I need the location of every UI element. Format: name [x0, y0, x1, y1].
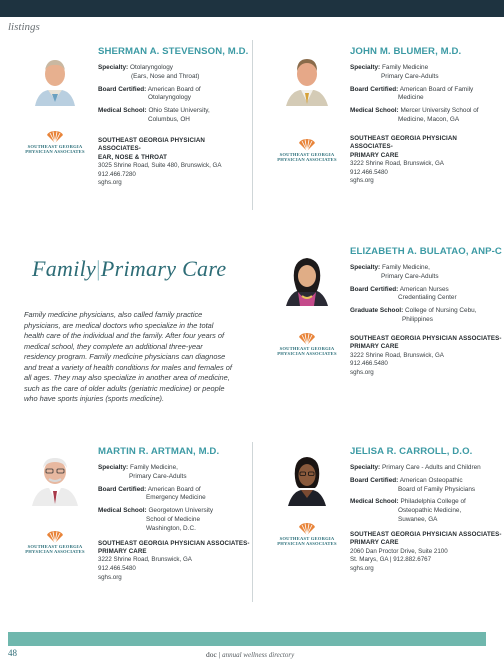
top-header-bar: [0, 0, 504, 17]
field-label: Specialty:: [98, 64, 129, 71]
doctor-info: [350, 446, 502, 573]
field-label: Specialty:: [98, 464, 129, 471]
field-value: Georgetown University: [148, 507, 214, 515]
field-value-cont: Emergency Medicine: [146, 494, 206, 502]
logo-line-1: SOUTHEAST GEORGIA: [279, 152, 335, 157]
practice-address: [350, 548, 502, 574]
field-label: Graduate School:: [350, 307, 404, 315]
practice-org: [350, 135, 500, 160]
field-value-cont: Medicine: [398, 94, 424, 102]
section-heading: [32, 256, 226, 282]
school-field: [350, 307, 502, 325]
field-value: Otolaryngology: [129, 64, 173, 71]
org-line-2: PRIMARY CARE: [350, 151, 399, 159]
doctor-photo: [30, 50, 80, 106]
practice-org: [350, 531, 502, 548]
field-value-cont: (Ears, Nose and Throat): [131, 72, 200, 80]
section-description: Family medicine physicians, also called family practice physicians, are medical doctors who specialize in the total health care of the individual and the family. After four years of medical school, they complete an additional three-year residency program. Family medicine physicians can diagnose and treat a variety of health conditions for males and females of all ages. They may also specialize in another area of medicine, such as the care of older adults (geriatric medicine) or people who have sports injuries (sports medicine).: [24, 310, 232, 403]
logo-line-1: SOUTHEAST GEORGIA: [279, 346, 335, 351]
website-link[interactable]: sghs.org: [350, 368, 374, 376]
phone-number: 912.466.5480: [98, 564, 136, 572]
field-value: American Board of Family: [399, 85, 474, 93]
field-value: Philadelphia College of: [400, 498, 466, 506]
practice-org: [98, 137, 248, 162]
field-label: Board Certified:: [98, 485, 147, 493]
field-value: American Board of: [147, 85, 201, 93]
org-line-1: SOUTHEAST GEORGIA PHYSICIAN ASSOCIATES-: [350, 334, 502, 342]
org-line-1: SOUTHEAST GEORGIA PHYSICIAN ASSOCIATES-: [98, 136, 205, 153]
practice-address: [350, 352, 502, 378]
field-label: Board Certified:: [350, 476, 399, 484]
address-line: 3025 Shrine Road, Suite 480, Brunswick, GA: [98, 162, 222, 169]
footer-brand: doc: [206, 650, 217, 659]
field-value: Family Medicine: [381, 64, 429, 71]
field-value-cont: Primary Care-Adults: [381, 272, 439, 280]
org-line-2: PRIMARY CARE: [350, 539, 399, 547]
practice-org: [350, 335, 502, 352]
sgpa-logo: [22, 130, 88, 155]
org-line-2: PRIMARY CARE: [98, 547, 147, 555]
doctor-info: [98, 46, 248, 188]
field-value-cont: Board of Family Physicians: [398, 485, 476, 493]
doctor-name: SHERMAN A. STEVENSON, M.D.: [98, 46, 249, 57]
sgpa-logo: [274, 138, 340, 163]
field-label: Specialty:: [350, 464, 381, 471]
field-label: Board Certified:: [350, 85, 399, 93]
website-link[interactable]: sghs.org: [98, 179, 122, 187]
field-value-cont: Philippines: [402, 315, 433, 323]
footer-title: [206, 650, 294, 659]
logo-line-1: SOUTHEAST GEORGIA: [279, 536, 335, 541]
field-label: Medical School:: [350, 107, 399, 115]
doctor-photo: [28, 450, 82, 506]
doctor-photo: [282, 250, 332, 306]
field-value: College of Nursing Cebu,: [405, 307, 477, 315]
field-label: Board Certified:: [98, 85, 147, 93]
page-number: 48: [8, 648, 17, 658]
field-value: Family Medicine,: [381, 264, 430, 271]
field-value-cont: Columbus, OH: [148, 115, 190, 123]
sgpa-logo: [22, 530, 88, 555]
field-value-cont: Primary Care-Adults: [129, 472, 187, 480]
address-line: 3222 Shrine Road, Brunswick, GA: [350, 351, 444, 359]
shell-logo-icon: [298, 332, 316, 346]
shell-logo-icon: [298, 522, 316, 536]
practice-address: [98, 162, 248, 188]
field-label: Specialty:: [350, 64, 381, 71]
footer-color-band: [8, 632, 486, 646]
doctor-name: JOHN M. BLUMER, M.D.: [350, 46, 462, 57]
field-label: Medical School:: [98, 107, 147, 115]
specialty-field: [350, 464, 502, 473]
phone-number: 912.466.5480: [350, 168, 388, 176]
org-line-1: SOUTHEAST GEORGIA PHYSICIAN ASSOCIATES-: [98, 539, 250, 547]
website-link[interactable]: sghs.org: [350, 564, 374, 572]
doctor-info: [98, 446, 250, 582]
column-divider: [252, 442, 253, 602]
address-line: 3222 Shrine Road, Brunswick, GA: [98, 556, 192, 564]
phone-number: 912.466.5480: [350, 360, 388, 368]
field-value-cont: Suwanee, GA: [398, 515, 438, 523]
logo-line-2: PHYSICIAN ASSOCIATES: [25, 149, 85, 155]
address-line: 3222 Shrine Road, Brunswick, GA: [350, 160, 444, 167]
footer-separator: |: [218, 650, 221, 659]
field-value-cont: Otolaryngology: [148, 94, 191, 102]
logo-line-2: PHYSICIAN ASSOCIATES: [25, 549, 85, 555]
doctor-name: MARTIN R. ARTMAN, M.D.: [98, 446, 220, 457]
website-link[interactable]: sghs.org: [350, 177, 374, 185]
field-label: Board Certified:: [350, 285, 399, 293]
sgpa-logo: [274, 522, 340, 547]
doctor-name: JELISA R. CARROLL, D.O.: [350, 446, 473, 457]
practice-address: [98, 556, 250, 582]
website-link[interactable]: sghs.org: [98, 573, 122, 581]
phone-number: 912.466.7280: [98, 170, 136, 178]
doctor-info: [350, 46, 500, 186]
org-line-2: EAR, NOSE & THROAT: [98, 153, 168, 161]
field-label: Medical School:: [350, 498, 399, 506]
doctor-name: ELIZABETH A. BULATAO, ANP-C: [350, 246, 502, 257]
org-line-1: SOUTHEAST GEORGIA PHYSICIAN ASSOCIATES-: [350, 134, 457, 151]
board-field: [98, 486, 250, 504]
heading-word-primary-care: Primary Care: [100, 256, 227, 281]
specialty-field: [98, 64, 248, 82]
field-value: American Nurses: [399, 285, 449, 293]
practice-org: [98, 540, 250, 557]
board-field: [350, 477, 502, 495]
field-value-cont: Medicine, Macon, GA: [398, 115, 460, 123]
school-field: [350, 107, 500, 125]
sgpa-logo: [274, 332, 340, 357]
field-value: Family Medicine,: [129, 464, 178, 471]
school-field: [350, 498, 502, 524]
org-line-1: SOUTHEAST GEORGIA PHYSICIAN ASSOCIATES-: [350, 530, 502, 538]
org-line-2: PRIMARY CARE: [350, 343, 399, 351]
board-field: [98, 86, 248, 104]
practice-address: [350, 160, 500, 186]
logo-line-2: PHYSICIAN ASSOCIATES: [277, 541, 337, 547]
field-value: Mercer University School of: [400, 107, 479, 115]
board-field: [350, 286, 502, 304]
shell-logo-icon: [46, 130, 64, 144]
shell-logo-icon: [46, 530, 64, 544]
address-line: 2060 Dan Proctor Drive, Suite 2100: [350, 547, 448, 555]
field-value-cont: Primary Care-Adults: [381, 72, 439, 80]
shell-logo-icon: [298, 138, 316, 152]
section-label: listings: [8, 21, 40, 33]
specialty-field: [98, 464, 250, 482]
field-value-cont: School of Medicine: [146, 515, 200, 523]
field-label: Specialty:: [350, 264, 381, 271]
school-field: [98, 107, 248, 125]
field-value: Ohio State University,: [148, 107, 210, 115]
doctor-photo: [282, 50, 332, 106]
field-value-cont: Credentialing Center: [398, 294, 457, 302]
field-value: American Board of: [147, 485, 201, 493]
heading-word-family: Family: [32, 256, 97, 281]
phone-number: St. Marys, GA | 912.882.6767: [350, 556, 432, 564]
column-divider: [252, 40, 253, 210]
board-field: [350, 86, 500, 104]
heading-separator: |: [96, 256, 101, 281]
logo-line-1: SOUTHEAST GEORGIA: [27, 544, 83, 549]
field-label: Medical School:: [98, 507, 147, 515]
footer-subtitle: annual wellness directory: [222, 651, 295, 659]
doctor-info: [350, 246, 502, 377]
doctor-photo: [282, 450, 332, 506]
specialty-field: [350, 264, 502, 282]
field-value: Primary Care - Adults and Children: [381, 464, 481, 471]
logo-line-2: PHYSICIAN ASSOCIATES: [277, 157, 337, 163]
school-field: [98, 507, 250, 533]
specialty-field: [350, 64, 500, 82]
field-value: American Osteopathic: [399, 476, 463, 484]
logo-line-1: SOUTHEAST GEORGIA: [27, 144, 83, 149]
field-value-cont: Osteopathic Medicine,: [398, 507, 462, 515]
logo-line-2: PHYSICIAN ASSOCIATES: [277, 351, 337, 357]
field-value-cont: Washington, D.C.: [146, 524, 196, 532]
